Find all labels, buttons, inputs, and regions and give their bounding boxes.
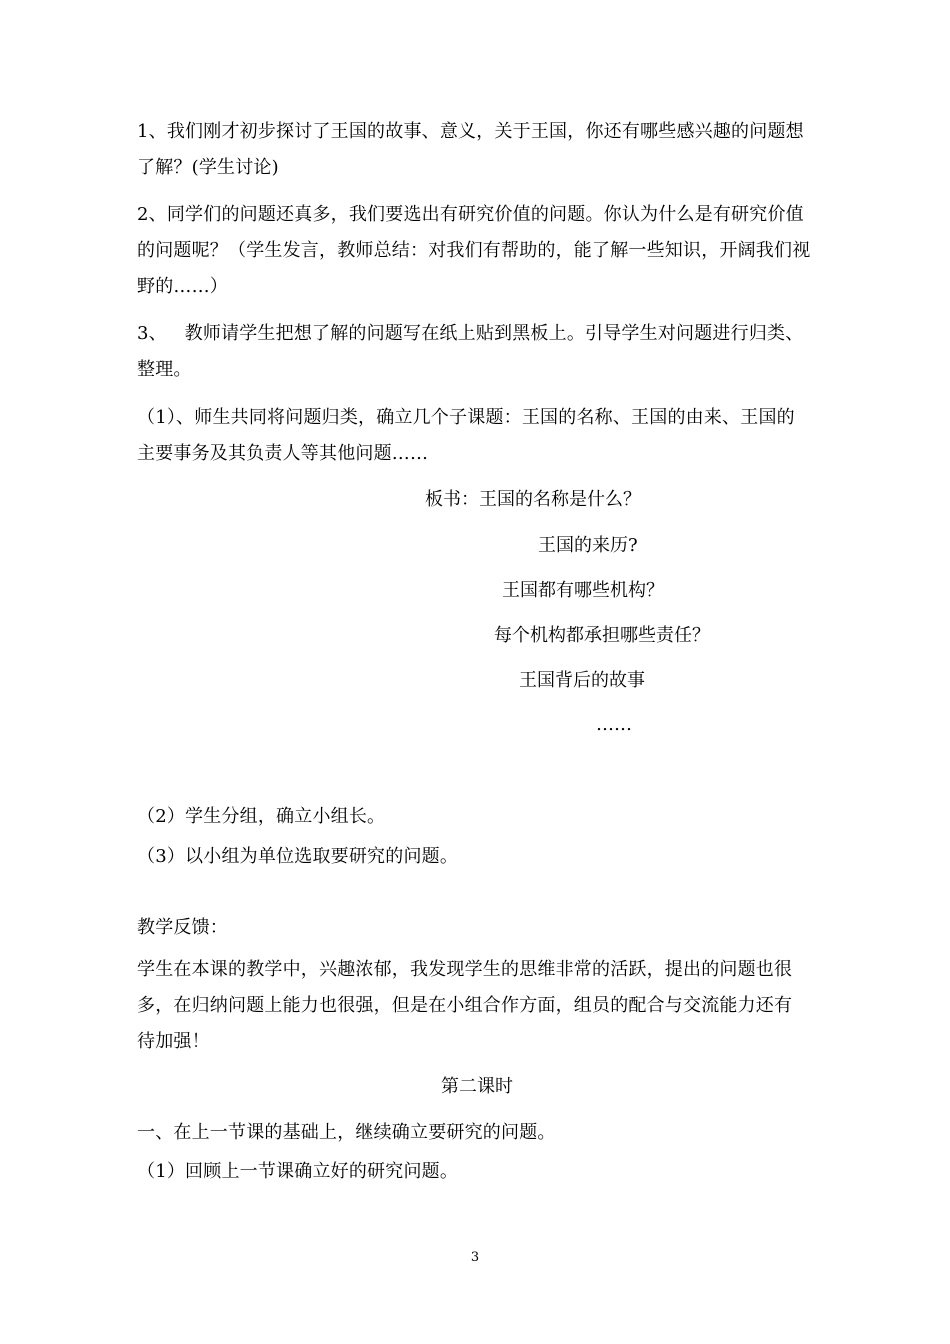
- sub-item-1-line-1: （1）、师生共同将问题归类，确立几个子课题：王国的名称、王国的由来、王国的: [137, 407, 795, 428]
- feedback-line-2: 多，在归纳问题上能力也很强，但是在小组合作方面，组员的配合与交流能力还有: [137, 995, 793, 1016]
- sub-item-1-line-2: 主要事务及其负责人等其他问题……: [137, 443, 429, 464]
- feedback-line-3: 待加强！: [137, 1031, 210, 1052]
- item-3-line-2: 整理。: [137, 359, 192, 380]
- item-3-line-1: 3、 教师请学生把想了解的问题写在纸上贴到黑板上。引导学生对问题进行归类、: [137, 323, 804, 344]
- lesson-2-heading: 第二课时: [441, 1076, 513, 1097]
- lesson-2-sub-1: （1）回顾上一节课确立好的研究问题。: [137, 1161, 459, 1182]
- sub-item-2: （2）学生分组，确立小组长。: [137, 806, 386, 827]
- item-2-line-2: 的问题呢？（学生发言，教师总结：对我们有帮助的，能了解一些知识，开阔我们视: [137, 240, 811, 261]
- item-2-line-3: 野的……）: [137, 276, 228, 297]
- item-1-line-2: 了解？(学生讨论): [137, 157, 279, 178]
- blackboard-ellipsis: ……: [596, 714, 632, 735]
- feedback-title: 教学反馈：: [137, 917, 228, 938]
- blackboard-question-2: 王国的来历?: [538, 535, 638, 556]
- blackboard-question-4: 每个机构都承担哪些责任？: [494, 625, 710, 646]
- item-1-line-1: 1、我们刚才初步探讨了王国的故事、意义，关于王国，你还有哪些感兴趣的问题想: [137, 121, 804, 142]
- blackboard-question-3: 王国都有哪些机构？: [502, 580, 664, 601]
- page-number: 3: [470, 1250, 480, 1265]
- item-2-line-1: 2、同学们的问题还真多，我们要选出有研究价值的问题。你认为什么是有研究价值: [137, 204, 804, 225]
- lesson-2-point-1: 一、在上一节课的基础上，继续确立要研究的问题。: [137, 1122, 556, 1143]
- feedback-line-1: 学生在本课的教学中，兴趣浓郁，我发现学生的思维非常的活跃，提出的问题也很: [137, 959, 793, 980]
- sub-item-3: （3）以小组为单位选取要研究的问题。: [137, 846, 459, 867]
- blackboard-label: 板书：王国的名称是什么？: [425, 489, 641, 510]
- blackboard-question-5: 王国背后的故事: [519, 670, 645, 691]
